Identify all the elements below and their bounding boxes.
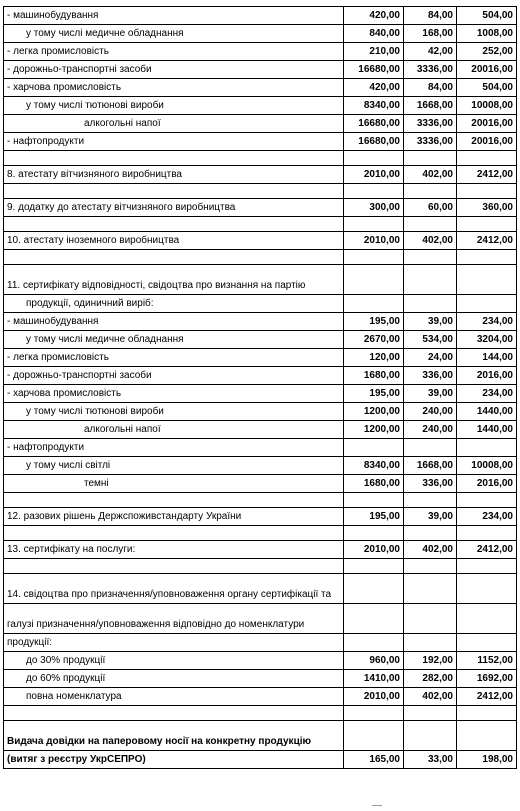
value-total: 3204,00	[457, 331, 517, 349]
value-base: 1680,00	[344, 475, 404, 493]
value-base: 1200,00	[344, 403, 404, 421]
value-base: 210,00	[344, 43, 404, 61]
value-tax: 336,00	[404, 475, 457, 493]
spacer-row	[4, 559, 517, 574]
fee-table	[3, 6, 517, 769]
table-row	[4, 670, 517, 688]
value-tax: 168,00	[404, 25, 457, 43]
row-label: галузі призначення/уповноваження відповідно до номенклатури	[4, 604, 344, 634]
row-label: - дорожньо-транспортні засоби	[4, 61, 344, 79]
value-base: 8340,00	[344, 457, 404, 475]
table-row	[4, 166, 517, 184]
table-row	[4, 751, 517, 769]
row-label: - дорожньо-транспортні засоби	[4, 367, 344, 385]
row-label: 10. атестату іноземного виробництва	[4, 232, 344, 250]
table-row	[4, 115, 517, 133]
value-tax: 60,00	[404, 199, 457, 217]
row-label: (витяг з реєстру УкрСЕПРО)	[4, 751, 344, 769]
row-label: Видача довідки на паперовому носії на конкретну продукцію	[4, 721, 344, 751]
value-tax: 402,00	[404, 166, 457, 184]
table-row	[4, 403, 517, 421]
value-base: 1410,00	[344, 670, 404, 688]
row-label: у тому числі тютюнові вироби	[4, 403, 344, 421]
value-tax: 402,00	[404, 232, 457, 250]
spacer-row	[4, 184, 517, 199]
value-base: 2670,00	[344, 331, 404, 349]
value-total: 10008,00	[457, 97, 517, 115]
row-label: - харчова промисловість	[4, 385, 344, 403]
value-tax: 84,00	[404, 7, 457, 25]
value-tax: 240,00	[404, 403, 457, 421]
value-tax: 1668,00	[404, 457, 457, 475]
value-tax: 42,00	[404, 43, 457, 61]
value-tax: 402,00	[404, 688, 457, 706]
value-base: 8340,00	[344, 97, 404, 115]
table-row	[4, 439, 517, 457]
row-label: алкогольні напої	[4, 421, 344, 439]
table-row	[4, 295, 517, 313]
spacer-row	[4, 151, 517, 166]
value-base: 840,00	[344, 25, 404, 43]
row-label: - нафтопродукти	[4, 133, 344, 151]
value-tax: 402,00	[404, 541, 457, 559]
value-total: 2016,00	[457, 367, 517, 385]
value-total: 10008,00	[457, 457, 517, 475]
row-label: до 60% продукції	[4, 670, 344, 688]
value-total: 1440,00	[457, 403, 517, 421]
value-tax: 534,00	[404, 331, 457, 349]
value-total: 2412,00	[457, 232, 517, 250]
table-row	[4, 457, 517, 475]
row-label: продукції, одиничний виріб:	[4, 295, 344, 313]
table-row	[4, 97, 517, 115]
value-base: 195,00	[344, 508, 404, 526]
value-total: 504,00	[457, 79, 517, 97]
value-base: 16680,00	[344, 115, 404, 133]
spacer-row	[4, 217, 517, 232]
value-tax: 3336,00	[404, 61, 457, 79]
spacer-row	[4, 706, 517, 721]
value-tax: 1668,00	[404, 97, 457, 115]
value-tax: 336,00	[404, 367, 457, 385]
value-base: 2010,00	[344, 166, 404, 184]
value-tax: 33,00	[404, 751, 457, 769]
row-label: - машинобудування	[4, 7, 344, 25]
value-tax: 192,00	[404, 652, 457, 670]
value-base: 1200,00	[344, 421, 404, 439]
row-label: 11. сертифікату відповідності, свідоцтва про визнання на партію	[4, 265, 344, 295]
value-base: 16680,00	[344, 61, 404, 79]
value-tax: 240,00	[404, 421, 457, 439]
value-total: 198,00	[457, 751, 517, 769]
value-base: 2010,00	[344, 232, 404, 250]
value-total: 2016,00	[457, 475, 517, 493]
value-base: 300,00	[344, 199, 404, 217]
row-label: до 30% продукції	[4, 652, 344, 670]
row-label: повна номенклатура	[4, 688, 344, 706]
value-tax: 282,00	[404, 670, 457, 688]
value-total: 1008,00	[457, 25, 517, 43]
value-total: 144,00	[457, 349, 517, 367]
row-label: - легка промисловість	[4, 43, 344, 61]
table-row	[4, 232, 517, 250]
value-tax: 39,00	[404, 313, 457, 331]
table-row	[4, 652, 517, 670]
row-label: темні	[4, 475, 344, 493]
row-label: - машинобудування	[4, 313, 344, 331]
value-base: 420,00	[344, 79, 404, 97]
row-label: у тому числі тютюнові вироби	[4, 97, 344, 115]
value-base: 195,00	[344, 313, 404, 331]
table-row	[4, 331, 517, 349]
row-label: у тому числі медичне обладнання	[4, 25, 344, 43]
value-total: 1152,00	[457, 652, 517, 670]
row-label: у тому числі світлі	[4, 457, 344, 475]
table-row	[4, 604, 517, 634]
value-tax: 24,00	[404, 349, 457, 367]
table-row	[4, 61, 517, 79]
table-row	[4, 7, 517, 25]
page-edge-mark	[372, 805, 382, 806]
table-row	[4, 199, 517, 217]
table-row	[4, 541, 517, 559]
row-label: - нафтопродукти	[4, 439, 344, 457]
value-tax: 39,00	[404, 508, 457, 526]
table-row	[4, 265, 517, 295]
value-total: 1440,00	[457, 421, 517, 439]
table-row	[4, 313, 517, 331]
value-base: 2010,00	[344, 541, 404, 559]
table-row	[4, 367, 517, 385]
value-total: 20016,00	[457, 133, 517, 151]
row-label: 8. атестату вітчизняного виробництва	[4, 166, 344, 184]
table-row	[4, 475, 517, 493]
value-total: 20016,00	[457, 115, 517, 133]
row-label: алкогольні напої	[4, 115, 344, 133]
value-total: 252,00	[457, 43, 517, 61]
row-label: 14. свідоцтва про призначення/уповноваження органу сертифікації та	[4, 574, 344, 604]
spacer-row	[4, 526, 517, 541]
value-tax: 3336,00	[404, 115, 457, 133]
value-total: 2412,00	[457, 688, 517, 706]
table-row	[4, 508, 517, 526]
value-base: 960,00	[344, 652, 404, 670]
value-base: 1680,00	[344, 367, 404, 385]
value-total: 20016,00	[457, 61, 517, 79]
value-total: 360,00	[457, 199, 517, 217]
row-label: - харчова промисловість	[4, 79, 344, 97]
value-base: 165,00	[344, 751, 404, 769]
value-base: 195,00	[344, 385, 404, 403]
table-row	[4, 349, 517, 367]
row-label: - легка промисловість	[4, 349, 344, 367]
row-label: продукції:	[4, 634, 344, 652]
table-row	[4, 25, 517, 43]
value-tax: 39,00	[404, 385, 457, 403]
value-total: 234,00	[457, 508, 517, 526]
value-tax: 84,00	[404, 79, 457, 97]
table-row	[4, 688, 517, 706]
spacer-row	[4, 250, 517, 265]
table-row	[4, 421, 517, 439]
row-label: 13. сертифікату на послуги:	[4, 541, 344, 559]
value-base: 2010,00	[344, 688, 404, 706]
value-total: 2412,00	[457, 541, 517, 559]
table-row	[4, 385, 517, 403]
table-row	[4, 574, 517, 604]
value-total: 504,00	[457, 7, 517, 25]
value-total: 234,00	[457, 313, 517, 331]
value-total: 234,00	[457, 385, 517, 403]
table-row	[4, 634, 517, 652]
row-label: 9. додатку до атестату вітчизняного виробництва	[4, 199, 344, 217]
row-label: 12. разових рішень Держспоживстандарту України	[4, 508, 344, 526]
spacer-row	[4, 493, 517, 508]
table-row	[4, 43, 517, 61]
value-base: 420,00	[344, 7, 404, 25]
row-label: у тому числі медичне обладнання	[4, 331, 344, 349]
value-tax: 3336,00	[404, 133, 457, 151]
value-total: 1692,00	[457, 670, 517, 688]
value-base: 120,00	[344, 349, 404, 367]
table-row	[4, 79, 517, 97]
table-row	[4, 721, 517, 751]
value-base: 16680,00	[344, 133, 404, 151]
table-row	[4, 133, 517, 151]
value-total: 2412,00	[457, 166, 517, 184]
